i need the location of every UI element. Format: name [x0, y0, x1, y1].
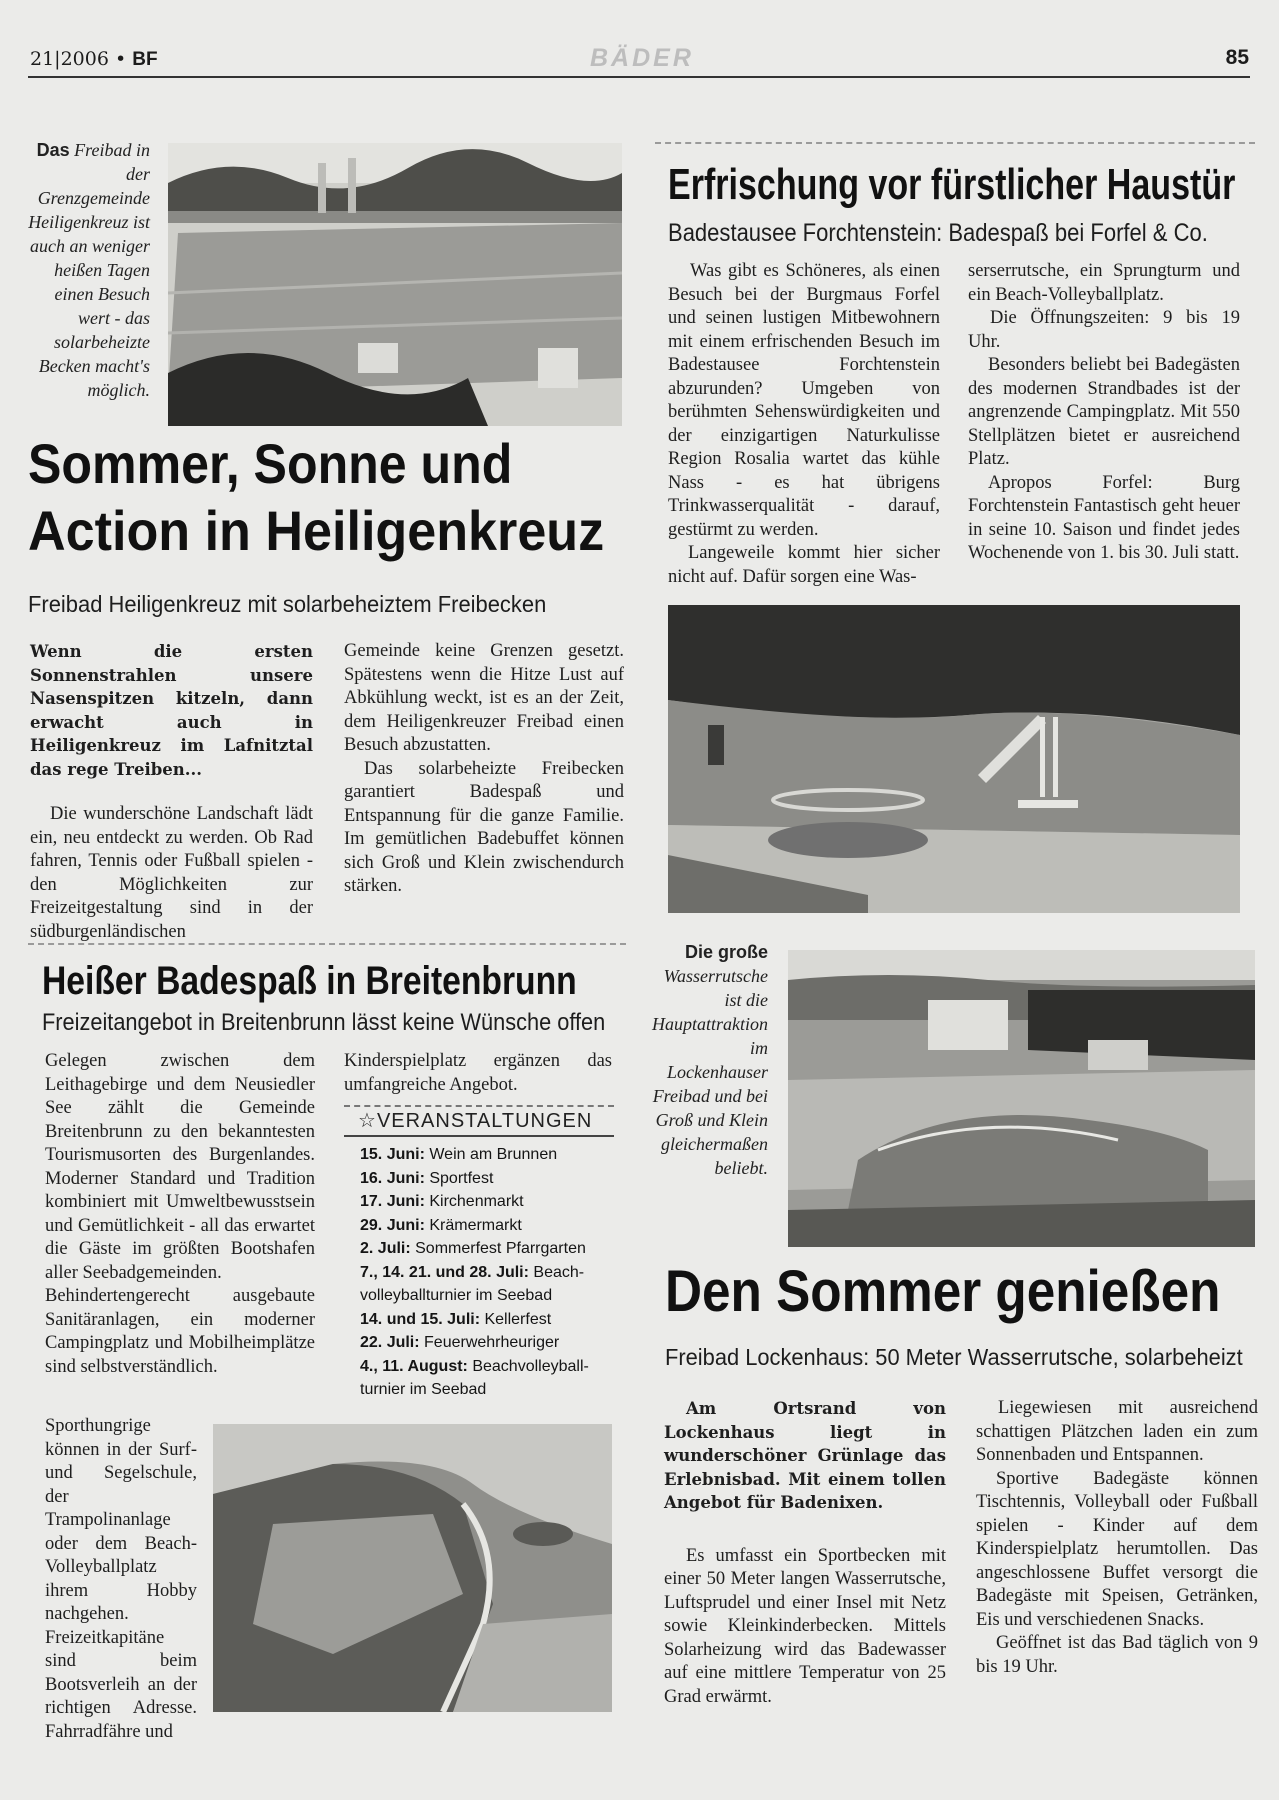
forchtenstein-c2-p2: Besonders beliebt bei Badegästen des modernen Strandbades ist der angrenzende Campingplatz. Mit 550 Stellplätzen bietet er ausreichend Platz.	[968, 355, 1240, 469]
event-date: 15. Juni:	[360, 1146, 425, 1163]
lockenhaus-c2-p3: Geöffnet ist das Bad täglich von 9 bis 19 Uhr.	[976, 1633, 1258, 1677]
forchtenstein-lake-photo	[668, 605, 1240, 913]
events-title: VERANSTALTUNGEN	[376, 1110, 593, 1132]
heiligenkreuz-headline-line1: Sommer, Sonne und	[28, 432, 513, 495]
event-item	[360, 1308, 614, 1332]
forchtenstein-headline: Erfrischung vor fürstlicher Haustür	[668, 160, 1236, 209]
event-text: Sommerfest Pfarrgarten	[410, 1240, 586, 1257]
heiligenkreuz-lead: Wenn die ersten Sonnenstrahlen unsere Nasenspitzen kitzeln, dann erwacht auch in Heiligenkreuz im Lafnitztal das rege Treiben...	[30, 642, 313, 779]
event-item	[360, 1378, 614, 1402]
heiligenkreuz-photo-caption	[28, 138, 150, 402]
header-bullet: •	[114, 48, 127, 70]
event-date: 16. Juni:	[360, 1169, 425, 1187]
lockenhaus-c1-p1: Es umfasst ein Sportbecken mit einer 50 Meter langen Wasserrutsche, Luftsprudel und einer Insel mit Netz sowie Kleinkinderbecken. Mittels Solarheizung wird das Badewasser auf eine mittlere Temperatur von 25 Grad erwärmt.	[664, 1545, 946, 1707]
caption-text: Wasserrutsche ist die Hauptattraktion im Lockenhauser Freibad und bei Groß und Klein gleichermaßen beliebt.	[652, 966, 768, 1178]
event-date: 29. Juni:	[360, 1216, 425, 1234]
event-text: Wein am Brunnen	[424, 1146, 558, 1163]
forchtenstein-deck: Badestausee Forchtenstein: Badespaß bei Forfel & Co.	[668, 219, 1208, 247]
lockenhaus-c2-p1: Liegewiesen mit ausreichend schattigen Plätzchen laden ein zum Sonnenbaden und Entspannen.	[976, 1398, 1258, 1465]
star-icon: ☆	[358, 1110, 377, 1132]
caption-lead: Das	[36, 140, 70, 160]
breitenbrunn-headline: Heißer Badespaß in Breitenbrunn	[42, 959, 577, 1003]
event-item	[360, 1355, 614, 1379]
lockenhaus-pool-photo	[788, 950, 1255, 1247]
event-text: Krämermarkt	[424, 1216, 522, 1234]
heiligenkreuz-p1-text: Die wunderschöne Landschaft lädt ein, neu entdeckt zu werden. Ob Rad fahren, Tennis oder Fußball spielen - den Möglichkeiten zur Freizeitgestaltung sind in der südburgenländischen	[30, 804, 313, 942]
event-date: 7., 14. 21. und 28. Juli:	[360, 1263, 529, 1281]
lockenhaus-lead: Am Ortsrand von Lockenhaus liegt in wunderschöner Grünlage das Erlebnisbad. Mit einem tollen Angebot für Badenixen.	[664, 1399, 946, 1512]
event-date: 22. Juli:	[360, 1334, 420, 1351]
page-number: 85	[1225, 46, 1249, 69]
event-text: turnier im Seebad	[360, 1381, 487, 1398]
breitenbrunn-column-1	[45, 1050, 315, 1425]
forchtenstein-top-rule	[655, 142, 1255, 144]
event-item	[360, 1214, 614, 1238]
heiligenkreuz-paragraph-2: Das solarbeheizte Freibecken garantiert Badespaß und Entspannung für die ganze Familie. Im gemütlichen Badebuffet können sich Groß und Klein zwischendurch stärken.	[344, 758, 624, 896]
event-item	[360, 1190, 614, 1214]
forchtenstein-c1-p2-text: Langeweile kommt hier sicher nicht auf. Dafür sorgen eine Was-	[668, 543, 940, 587]
publication-name: BF	[132, 49, 158, 70]
breitenbrunn-c1-p2: Behindertengerecht ausgebaute Sanitäranlagen, ein moderner Campingplatz und Mobilheimplätze sind selbstverständlich.	[45, 1286, 315, 1377]
issue-number: 21|2006	[30, 48, 109, 70]
caption-lead: Die große	[684, 942, 768, 962]
event-item	[360, 1331, 614, 1355]
event-date: 4., 11. August:	[360, 1357, 468, 1375]
caption-text: Freibad in der Grenzgemeinde Heiligenkreuz ist auch an weniger heißen Tagen einen Besuch wert - das solarbeheizte Becken macht's möglich.	[28, 140, 150, 400]
forchtenstein-c2-p1: Die Öffnungszeiten: 9 bis 19 Uhr.	[968, 308, 1240, 352]
event-text: volleyballturnier im Seebad	[360, 1287, 553, 1304]
event-text: Beach-	[528, 1263, 585, 1281]
lockenhaus-c2-p2: Sportive Badegäste können Tischtennis, Volleyball oder Fußball spielen - Kinder auf dem Kinderspielplatz herumtollen. Das angeschlossene Buffet versorgt die Badegäste mit Speisen, Getränken, Eis und verschiedenen Snacks.	[976, 1468, 1258, 1630]
heiligenkreuz-deck: Freibad Heiligenkreuz mit solarbeheiztem Freibecken	[28, 591, 547, 617]
breitenbrunn-c1-p1: Gelegen zwischen dem Leithagebirge und dem Neusiedler See zählt die Gemeinde Breitenbrunn zu den bekanntesten Tourismusorten des Burgenlandes. Moderner Standard und Tradition kombiniert mit Umweltbewusstsein und Gemütlichkeit - all das erwartet die Gäste im größten Bootshafen aller Seebadgemeinden.	[45, 1051, 315, 1283]
event-item	[360, 1261, 614, 1285]
events-list	[344, 1143, 614, 1402]
heiligenkreuz-column-1	[30, 640, 313, 944]
event-text: Beachvolleyball-	[467, 1357, 589, 1375]
event-text: Feuerwehrheuriger	[419, 1334, 560, 1351]
page-header-issue	[30, 48, 158, 71]
lockenhaus-column-1	[664, 1397, 946, 1709]
event-date: 2. Juli:	[360, 1240, 411, 1257]
event-text: Kirchenmarkt	[424, 1193, 524, 1210]
lockenhaus-photo-caption	[650, 940, 768, 1180]
breitenbrunn-deck: Freizeitangebot in Breitenbrunn lässt keine Wünsche offen	[42, 1009, 606, 1036]
forchtenstein-c1-p2-continued: serserrutsche, ein Sprungturm und ein Beach-Volleyballplatz.	[968, 261, 1240, 305]
event-item	[360, 1143, 614, 1167]
heiligenkreuz-column-2	[344, 640, 624, 920]
event-date: 14. und 15. Juli:	[360, 1310, 481, 1328]
event-item	[360, 1237, 614, 1261]
lockenhaus-column-2	[976, 1397, 1258, 1679]
heiligenkreuz-paragraph-1-continued: Gemeinde keine Grenzen gesetzt. Spätestens wenn die Hitze Lust auf Abkühlung weckt, ist es an der Zeit, dem Heiligenkreuzer Freibad einen Besuch abzustatten.	[344, 641, 624, 755]
events-box	[344, 1105, 614, 1402]
breitenbrunn-column-1-bottom	[45, 1415, 197, 1744]
event-date: 17. Juni:	[360, 1193, 425, 1210]
lockenhaus-deck: Freibad Lockenhaus: 50 Meter Wasserrutsche, solarbeheizt	[665, 1344, 1243, 1370]
heiligenkreuz-headline-line2: Action in Heiligenkreuz	[28, 499, 605, 562]
breitenbrunn-c2-p1: Kinderspielplatz ergänzen das umfangreiche Angebot.	[344, 1051, 612, 1095]
breitenbrunn-column-2	[344, 1050, 612, 1097]
event-text: Sportfest	[424, 1169, 494, 1187]
events-rule-bottom	[344, 1135, 614, 1137]
forchtenstein-column-1	[668, 260, 940, 589]
forchtenstein-c2-p3: Apropos Forfel: Burg Forchtenstein Fantastisch geht heuer in seine 10. Saison und findet jedes Wochenende von 1. bis 30. Juli statt.	[968, 472, 1240, 563]
breitenbrunn-c1-p3: Sporthungrige können in der Surf- und Segelschule, der Trampolinanlage oder dem Beach-Volleyballplatz ihrem Hobby nachgehen. Freizeitkapitäne sind beim Bootsverleih an der richtigen Adresse. Fahrradfähre und	[45, 1416, 197, 1742]
event-item	[360, 1284, 614, 1308]
heiligenkreuz-pool-photo	[168, 143, 622, 426]
events-title-row	[344, 1107, 614, 1135]
forchtenstein-c1-p2	[668, 542, 940, 589]
event-item	[360, 1167, 614, 1191]
forchtenstein-column-2	[968, 260, 1240, 566]
header-rule	[28, 76, 1250, 78]
breitenbrunn-aerial-photo	[213, 1424, 612, 1712]
heiligenkreuz-paragraph-1	[30, 803, 313, 944]
event-text: Kellerfest	[480, 1310, 552, 1328]
breitenbrunn-top-rule	[28, 943, 626, 945]
section-title: BÄDER	[590, 44, 694, 72]
lockenhaus-headline: Den Sommer genießen	[665, 1259, 1221, 1324]
forchtenstein-c1-p1: Was gibt es Schöneres, als einen Besuch bei der Burgmaus Forfel und seinen lustigen Mitbewohnern mit einem erfrischenden Besuch im Badestausee Forchtenstein abzurunden? Umgeben von berühmten Sehenswürdigkeiten und der einzigartigen Naturkulisse Region Rosalia wartet das kühle Nass - es hat übrigens Trinkwasserqualität - darauf, gestürmt zu werden.	[668, 261, 940, 540]
